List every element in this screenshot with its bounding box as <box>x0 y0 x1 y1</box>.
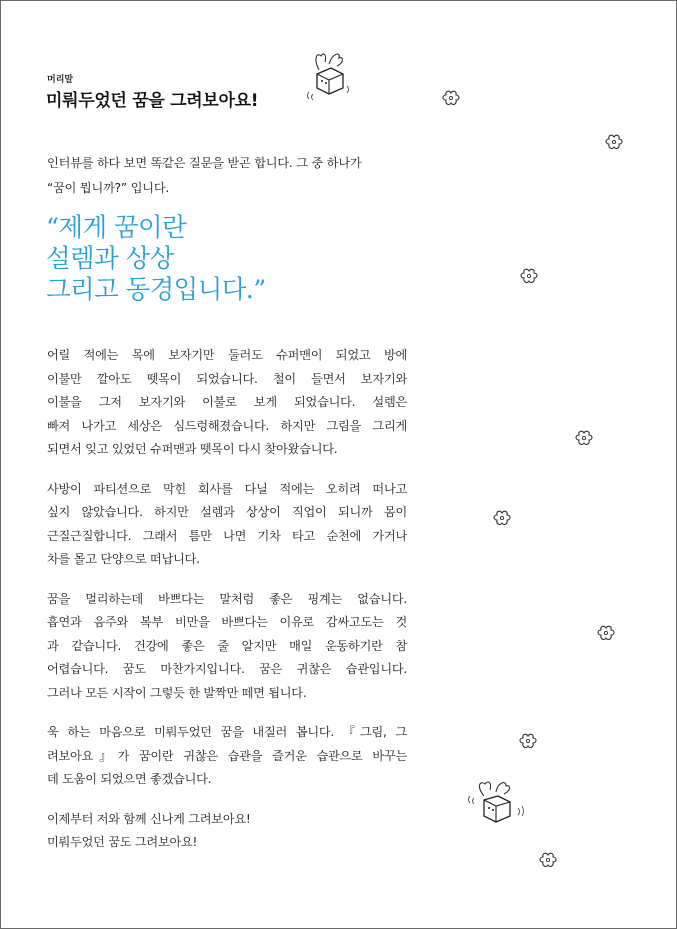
paragraph-line: 이제부터 저와 함께 신나게 그려보아요! <box>47 811 251 826</box>
flower-icon <box>604 134 624 152</box>
flower-icon <box>596 625 616 643</box>
paragraph-line: 꿈을 멀리하는데 바쁘다는 말처럼 좋은 핑계는 없습니다. <box>47 591 407 606</box>
intro-line: “꿈이 뭡니까?” 입니다. <box>47 181 170 195</box>
quote-line: 설렘과 상상 <box>46 244 174 274</box>
paragraph-book <box>47 721 407 792</box>
paragraph-line: 빠져 나가고 세상은 심드렁해졌습니다. 하지만 그림을 그리게 <box>47 418 407 433</box>
paragraph-line: 어릴 적에는 목에 보자기만 둘러도 슈퍼맨이 되었고 방에 <box>47 348 407 362</box>
paragraph-line: 흡연과 음주와 복부 비만을 바쁘다는 이유로 감싸고도는 것 <box>47 615 407 629</box>
quote-line: 그리고 동경입니다.” <box>46 275 266 305</box>
flower-icon <box>441 90 461 108</box>
paragraph-line: 데 도움이 되었으면 좋겠습니다. <box>47 772 212 786</box>
body-text <box>47 344 407 871</box>
intro-paragraph <box>47 151 407 201</box>
paragraph-line: 근질근질합니다. 그래서 틈만 나면 기차 타고 순천에 가거나 <box>47 528 407 543</box>
flower-icon <box>574 430 594 448</box>
paragraph-line: 어렵습니다. 꿈도 마찬가지입니다. 꿈은 귀찮은 습관입니다. <box>47 662 407 676</box>
paragraph-line: 차를 몰고 단양으로 떠납니다. <box>47 552 200 566</box>
intro-line: 인터뷰를 하다 보면 똑같은 질문을 받곤 합니다. 그 중 하나가 <box>47 156 362 170</box>
flower-icon <box>538 852 558 870</box>
flower-icon <box>519 268 539 286</box>
paragraph-line: 욱 하는 마음으로 미뤄두었던 꿈을 내질러 봅니다. 『그림, 그 <box>47 725 407 739</box>
paragraph-closing <box>47 808 407 855</box>
pull-quote <box>46 213 266 306</box>
paragraph-line: 이불을 그저 보자기와 이불로 보게 되었습니다. 설렘은 <box>47 395 407 409</box>
flower-icon <box>518 733 538 751</box>
paragraph-line: 과 같습니다. 건강에 좋은 줄 알지만 매일 운동하기란 참 <box>47 638 407 653</box>
page-title: 미뤄두었던 꿈을 그려보아요! <box>46 91 259 111</box>
paragraph-excuses <box>47 588 407 706</box>
paragraph-line: 려보아요』가 꿈이란 귀찮은 습관을 즐거운 습관으로 바꾸는 <box>47 748 407 763</box>
paragraph-line: 싶지 않았습니다. 하지만 설렘과 상상이 직업이 되니까 몸이 <box>47 505 408 519</box>
paragraph-line: 미뤄두었던 꿈도 그려보아요! <box>47 835 198 849</box>
paragraph-childhood <box>47 344 407 462</box>
winged-box-mascot-icon <box>303 48 357 106</box>
section-label: 머리말 <box>47 75 74 85</box>
paragraph-line: 그러나 모든 시작이 그렇듯 한 발짝만 떼면 됩니다. <box>47 685 307 700</box>
paragraph-line: 사방이 파티션으로 막힌 회사를 다닐 적에는 오히려 떠나고 <box>47 481 407 496</box>
winged-box-mascot-icon <box>462 778 532 830</box>
quote-line: “제게 꿈이란 <box>46 213 187 243</box>
paragraph-line: 이불만 깔아도 뗏목이 되었습니다. 철이 들면서 보자기와 <box>47 371 407 386</box>
paragraph-line: 되면서 잊고 있었던 슈퍼맨과 뗏목이 다시 찾아왔습니다. <box>47 442 338 456</box>
paragraph-office <box>47 478 407 572</box>
flower-icon <box>492 510 512 528</box>
